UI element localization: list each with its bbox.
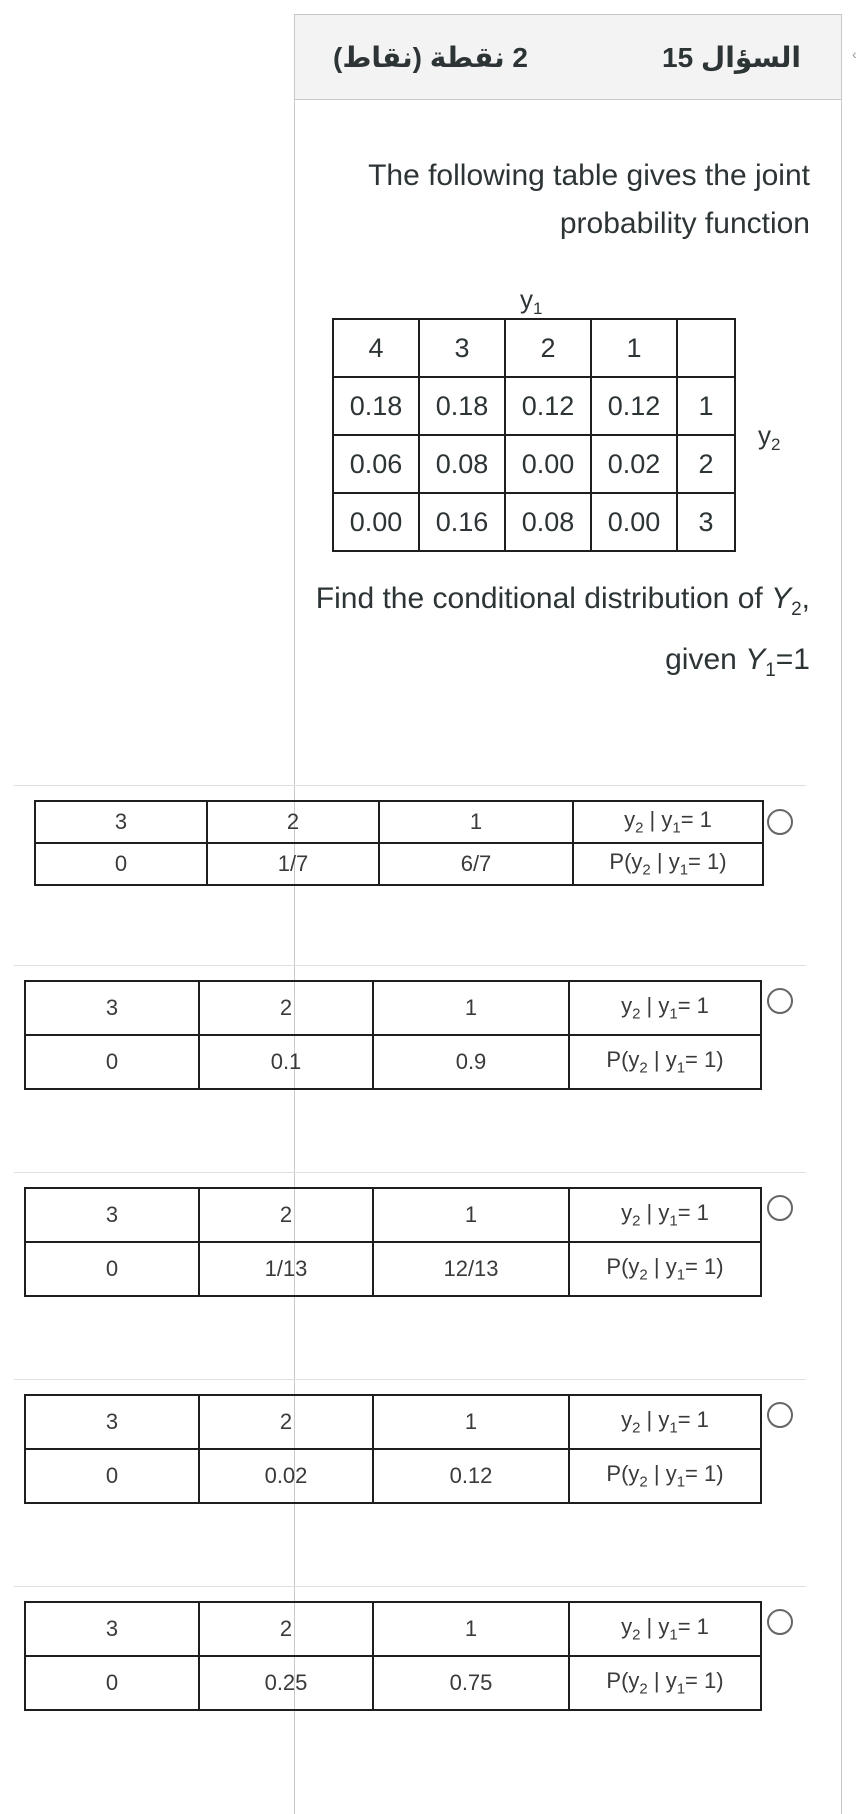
option-value-cell: 2 (199, 1602, 373, 1656)
answer-option-table[interactable] (24, 1601, 762, 1711)
option-value-cell: 1 (373, 981, 569, 1035)
option-value-cell: 3 (25, 1395, 199, 1449)
joint-cell: 0.00 (505, 435, 591, 493)
option-prob-cell: 0 (25, 1242, 199, 1296)
answer-option-table[interactable] (34, 800, 764, 886)
option-prob-cell: 0 (25, 1449, 199, 1503)
scroll-edge-icon: ‹ (852, 46, 857, 62)
option-row-label: $P(y_2$ | $y_1= 1$) (569, 1035, 761, 1089)
option-row-label: $y_2$ | $y_1= 1$ (569, 1395, 761, 1449)
joint-cell: 0.08 (505, 493, 591, 551)
joint-cell: 0.18 (333, 377, 419, 435)
option-divider (14, 1586, 806, 1587)
joint-cell: 2 (677, 435, 735, 493)
question-points: 2 نقطة (نقاط) (333, 42, 528, 73)
answer-option-table[interactable] (24, 1187, 762, 1297)
option-divider (14, 785, 806, 786)
option-value-cell: 2 (207, 801, 379, 843)
joint-header-cell: 3 (419, 319, 505, 377)
option-prob-cell: 0.75 (373, 1656, 569, 1710)
option-row-label: $y_2$ | $y_1= 1$ (569, 1602, 761, 1656)
option-radio[interactable] (767, 809, 793, 835)
option-value-cell: 2 (199, 1395, 373, 1449)
option-radio[interactable] (767, 1609, 793, 1635)
joint-probability-table (332, 318, 736, 552)
option-row-label: $P(y_2$ | $y_1= 1$) (569, 1242, 761, 1296)
joint-cell: 0.00 (591, 493, 677, 551)
option-prob-cell: 0.25 (199, 1656, 373, 1710)
option-prob-cell: 0.9 (373, 1035, 569, 1089)
joint-cell: 3 (677, 493, 735, 551)
option-prob-cell: 0 (35, 843, 207, 885)
question-stem-task: Find the conditional distribution of $Y_2$, given $Y_1=1$ (315, 582, 810, 681)
joint-cell: 0.16 (419, 493, 505, 551)
option-value-cell: 3 (25, 1188, 199, 1242)
joint-table-row (333, 377, 735, 435)
joint-header-cell: 2 (505, 319, 591, 377)
option-row-label: $y_2$ | $y_1= 1$ (569, 981, 761, 1035)
option-divider (14, 1172, 806, 1173)
option-value-cell: 3 (25, 1602, 199, 1656)
joint-cell: 0.08 (419, 435, 505, 493)
joint-header-cell: 1 (591, 319, 677, 377)
joint-cell: 0.02 (591, 435, 677, 493)
joint-cell: 0.12 (591, 377, 677, 435)
joint-table-header (333, 319, 735, 377)
joint-cell: 0.00 (333, 493, 419, 551)
option-value-cell: 1 (373, 1395, 569, 1449)
option-value-cell: 3 (35, 801, 207, 843)
answer-option-table[interactable] (24, 980, 762, 1090)
option-radio[interactable] (767, 1402, 793, 1428)
option-prob-cell: 0 (25, 1656, 199, 1710)
question-stem-intro: The following table gives the joint probability function (368, 159, 810, 240)
option-prob-cell: 0 (25, 1035, 199, 1089)
question-header (295, 15, 841, 100)
option-prob-cell: 1/13 (199, 1242, 373, 1296)
option-prob-cell: 6/7 (379, 843, 573, 885)
option-radio[interactable] (767, 1195, 793, 1221)
question-panel (294, 14, 842, 1814)
joint-cell: 0.06 (333, 435, 419, 493)
row-variable-label: $y_1$ (520, 284, 543, 319)
question-number: السؤال 15 (662, 42, 801, 73)
option-value-cell: 3 (25, 981, 199, 1035)
option-divider (14, 965, 806, 966)
joint-header-cell: 4 (333, 319, 419, 377)
option-prob-cell: 0.1 (199, 1035, 373, 1089)
option-value-cell: 1 (373, 1602, 569, 1656)
option-row-label: $y_2$ | $y_1= 1$ (569, 1188, 761, 1242)
option-row-label: $y_2$ | $y_1= 1$ (573, 801, 763, 843)
option-divider (14, 1379, 806, 1380)
column-variable-label: $y_2$ (758, 420, 781, 455)
option-row-label: $P(y_2$ | $y_1= 1$) (569, 1656, 761, 1710)
option-row-label: $P(y_2$ | $y_1= 1$) (573, 843, 763, 885)
joint-cell: 1 (677, 377, 735, 435)
option-radio[interactable] (767, 988, 793, 1014)
option-value-cell: 1 (379, 801, 573, 843)
joint-table-row (333, 493, 735, 551)
option-value-cell: 1 (373, 1188, 569, 1242)
option-value-cell: 2 (199, 1188, 373, 1242)
answer-option-table[interactable] (24, 1394, 762, 1504)
option-row-label: $P(y_2$ | $y_1= 1$) (569, 1449, 761, 1503)
option-prob-cell: 12/13 (373, 1242, 569, 1296)
joint-header-cell (677, 319, 735, 377)
joint-cell: 0.12 (505, 377, 591, 435)
option-prob-cell: 0.12 (373, 1449, 569, 1503)
joint-table-row (333, 435, 735, 493)
option-prob-cell: 0.02 (199, 1449, 373, 1503)
option-value-cell: 2 (199, 981, 373, 1035)
option-prob-cell: 1/7 (207, 843, 379, 885)
joint-cell: 0.18 (419, 377, 505, 435)
